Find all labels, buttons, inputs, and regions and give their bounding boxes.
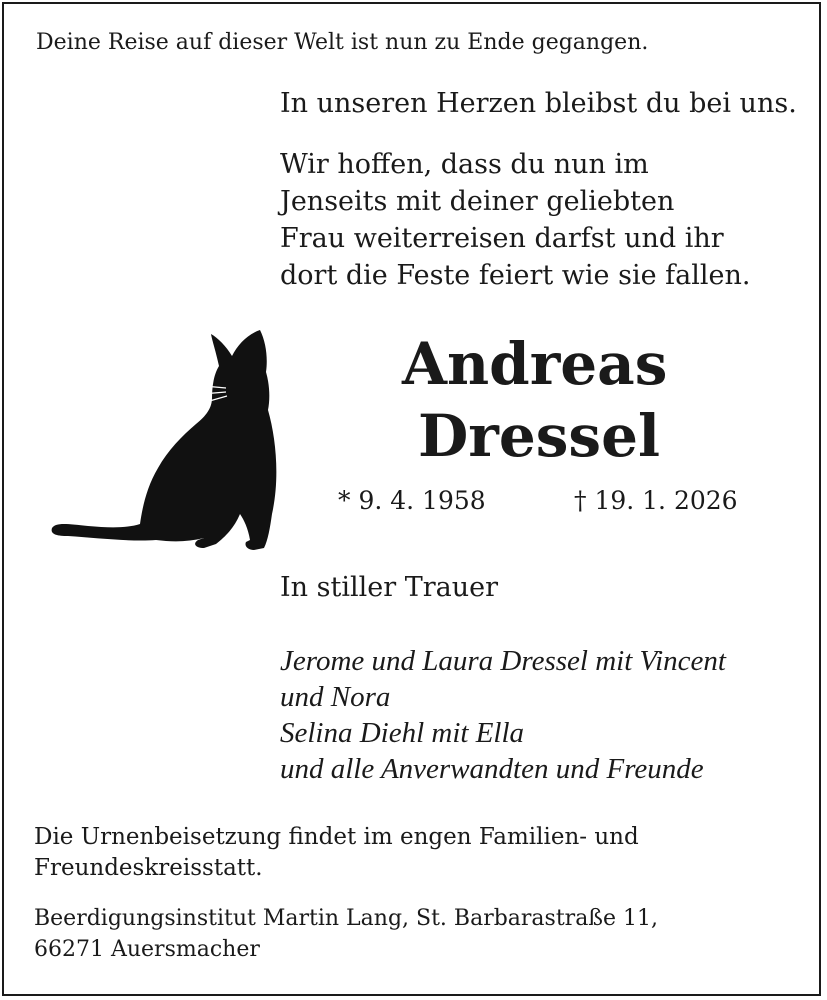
- verse-line: Wir hoffen, dass du nun im: [280, 149, 649, 180]
- mourner-line: und Nora: [280, 681, 391, 713]
- verse-hope: [280, 146, 750, 294]
- burial-line: Freundeskreisstatt.: [34, 855, 263, 881]
- verse-line: Frau weiterreisen darfst und ihr: [280, 223, 724, 254]
- mourner-line: Selina Diehl mit Ella: [280, 717, 525, 749]
- burial-notice: [34, 822, 639, 884]
- verse-line: Jenseits mit deiner geliebten: [280, 186, 675, 217]
- verse-line: dort die Feste feiert wie sie fallen.: [280, 260, 751, 291]
- deceased-last-name: Dressel: [418, 402, 660, 470]
- birth-date: * 9. 4. 1958: [338, 486, 486, 515]
- mourning-heading: In stiller Trauer: [280, 572, 499, 603]
- burial-line: Die Urnenbeisetzung findet im engen Familien- und: [34, 824, 639, 850]
- deceased-first-name: Andreas: [402, 330, 668, 398]
- mourner-line: und alle Anverwandten und Freunde: [280, 753, 704, 785]
- mourners-list: [280, 643, 726, 787]
- death-date: † 19. 1. 2026: [574, 486, 738, 515]
- funeral-home-line: Beerdigungsinstitut Martin Lang, St. Barbarastraße 11,: [34, 906, 659, 931]
- intro-text: Deine Reise auf dieser Welt ist nun zu Ende gegangen.: [36, 30, 649, 55]
- funeral-home-line: 66271 Auersmacher: [34, 937, 260, 962]
- verse-heart: In unseren Herzen bleibst du bei uns.: [280, 88, 797, 119]
- cat-silhouette-icon: [48, 328, 280, 554]
- funeral-home: [34, 903, 658, 965]
- mourner-line: Jerome und Laura Dressel mit Vincent: [280, 645, 726, 677]
